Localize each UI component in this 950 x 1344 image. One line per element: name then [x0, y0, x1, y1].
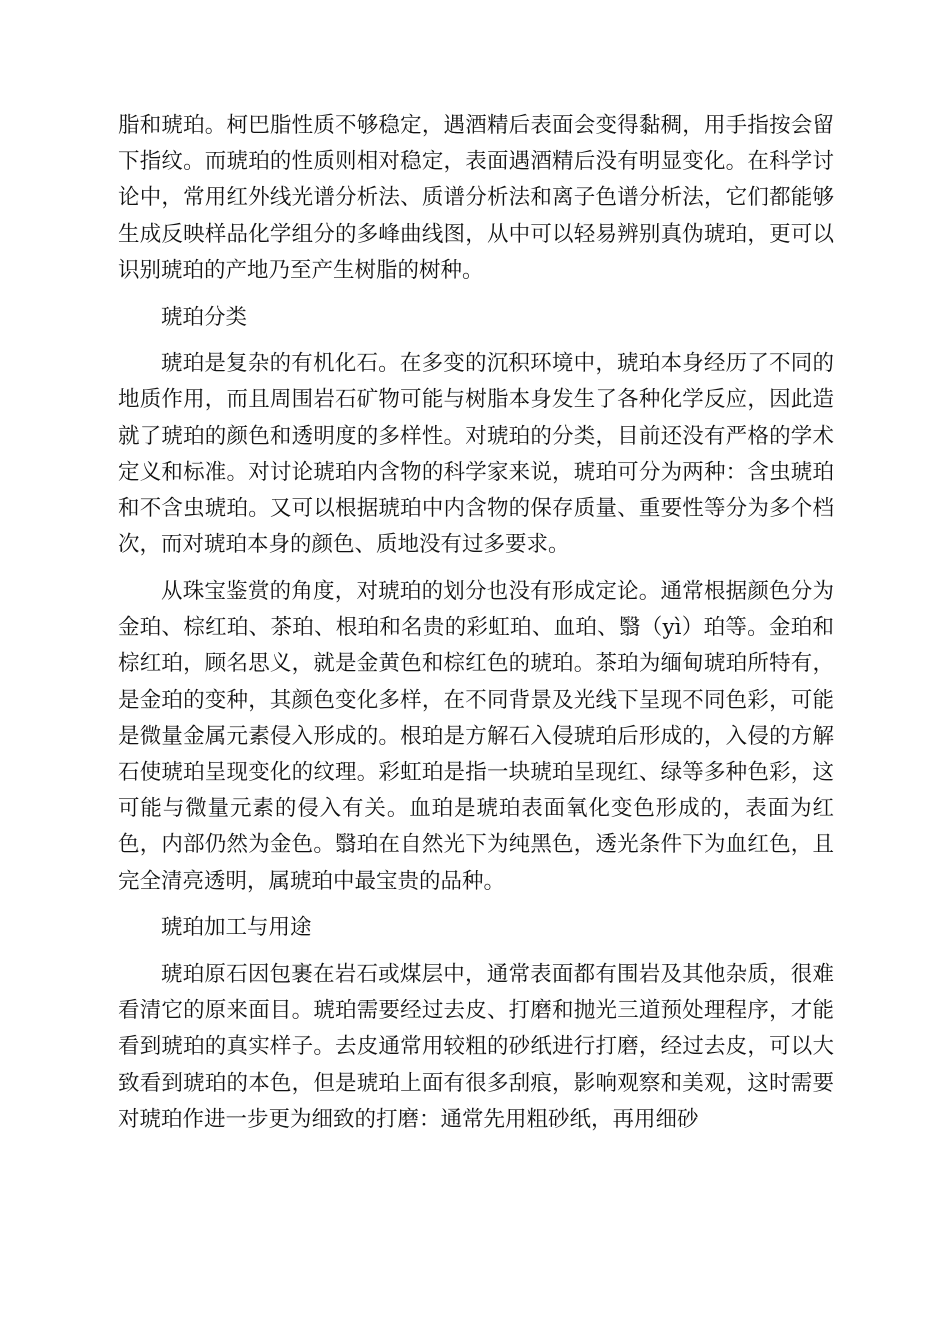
- paragraph-amber-complex-fossil: 琥珀是复杂的有机化石。在多变的沉积环境中，琥珀本身经历了不同的地质作用，而且周围岩石矿物可能与树脂本身发生了各种化学反应，因此造就了琥珀的颜色和透明度的多样性。对琥珀的分类，目前还没有严格的学术定义和标准。对讨论琥珀内含物的科学家来说，琥珀可分为两种：含虫琥珀和不含虫琥珀。又可以根据琥珀中内含物的保存质量、重要性等分为多个档次，而对琥珀本身的颜色、质地没有过多要求。: [118, 351, 834, 558]
- section-heading-amber-classification: 琥珀分类: [161, 304, 248, 330]
- document-page: [118, 108, 834, 1138]
- paragraph-amber-testing-continued: 脂和琥珀。柯巴脂性质不够稳定，遇酒精后表面会变得黏稠，用手指按会留下指纹。而琥珀的性质则相对稳定，表面遇酒精后没有明显变化。在科学讨论中，常用红外线光谱分析法、质谱分析法和离子色谱分析法，它们都能够生成反映样品化学组分的多峰曲线图，从中可以轻易辨别真伪琥珀，更可以识别琥珀的产地乃至产生树脂的树种。: [118, 113, 834, 283]
- section-heading-amber-processing: 琥珀加工与用途: [161, 915, 312, 941]
- paragraph-amber-color-types: 从珠宝鉴赏的角度，对琥珀的划分也没有形成定论。通常根据颜色分为金珀、棕红珀、茶珀、根珀和名贵的彩虹珀、血珀、翳（yì）珀等。金珀和棕红珀，顾名思义，就是金黄色和棕红色的琥珀。茶珀为缅甸琥珀所特有，是金珀的变种，其颜色变化多样，在不同背景及光线下呈现不同色彩，可能是微量金属元素侵入形成的。根珀是方解石入侵琥珀后形成的，入侵的方解石使琥珀呈现变化的纹理。彩虹珀是指一块琥珀呈现红、绿等多种色彩，这可能与微量元素的侵入有关。血珀是琥珀表面氧化变色形成的，表面为红色，内部仍然为金色。翳珀在自然光下为纯黑色，透光条件下为血红色，且完全清亮透明，属琥珀中最宝贵的品种。: [118, 578, 834, 894]
- paragraph-amber-processing: 琥珀原石因包裹在岩石或煤层中，通常表面都有围岩及其他杂质，很难看清它的原来面目。琥珀需要经过去皮、打磨和抛光三道预处理程序，才能看到琥珀的真实样子。去皮通常用较粗的砂纸进行打磨，经过去皮，可以大致看到琥珀的本色，但是琥珀上面有很多刮痕，影响观察和美观，这时需要对琥珀作进一步更为细致的打磨：通常先用粗砂纸，再用细砂: [118, 961, 834, 1132]
